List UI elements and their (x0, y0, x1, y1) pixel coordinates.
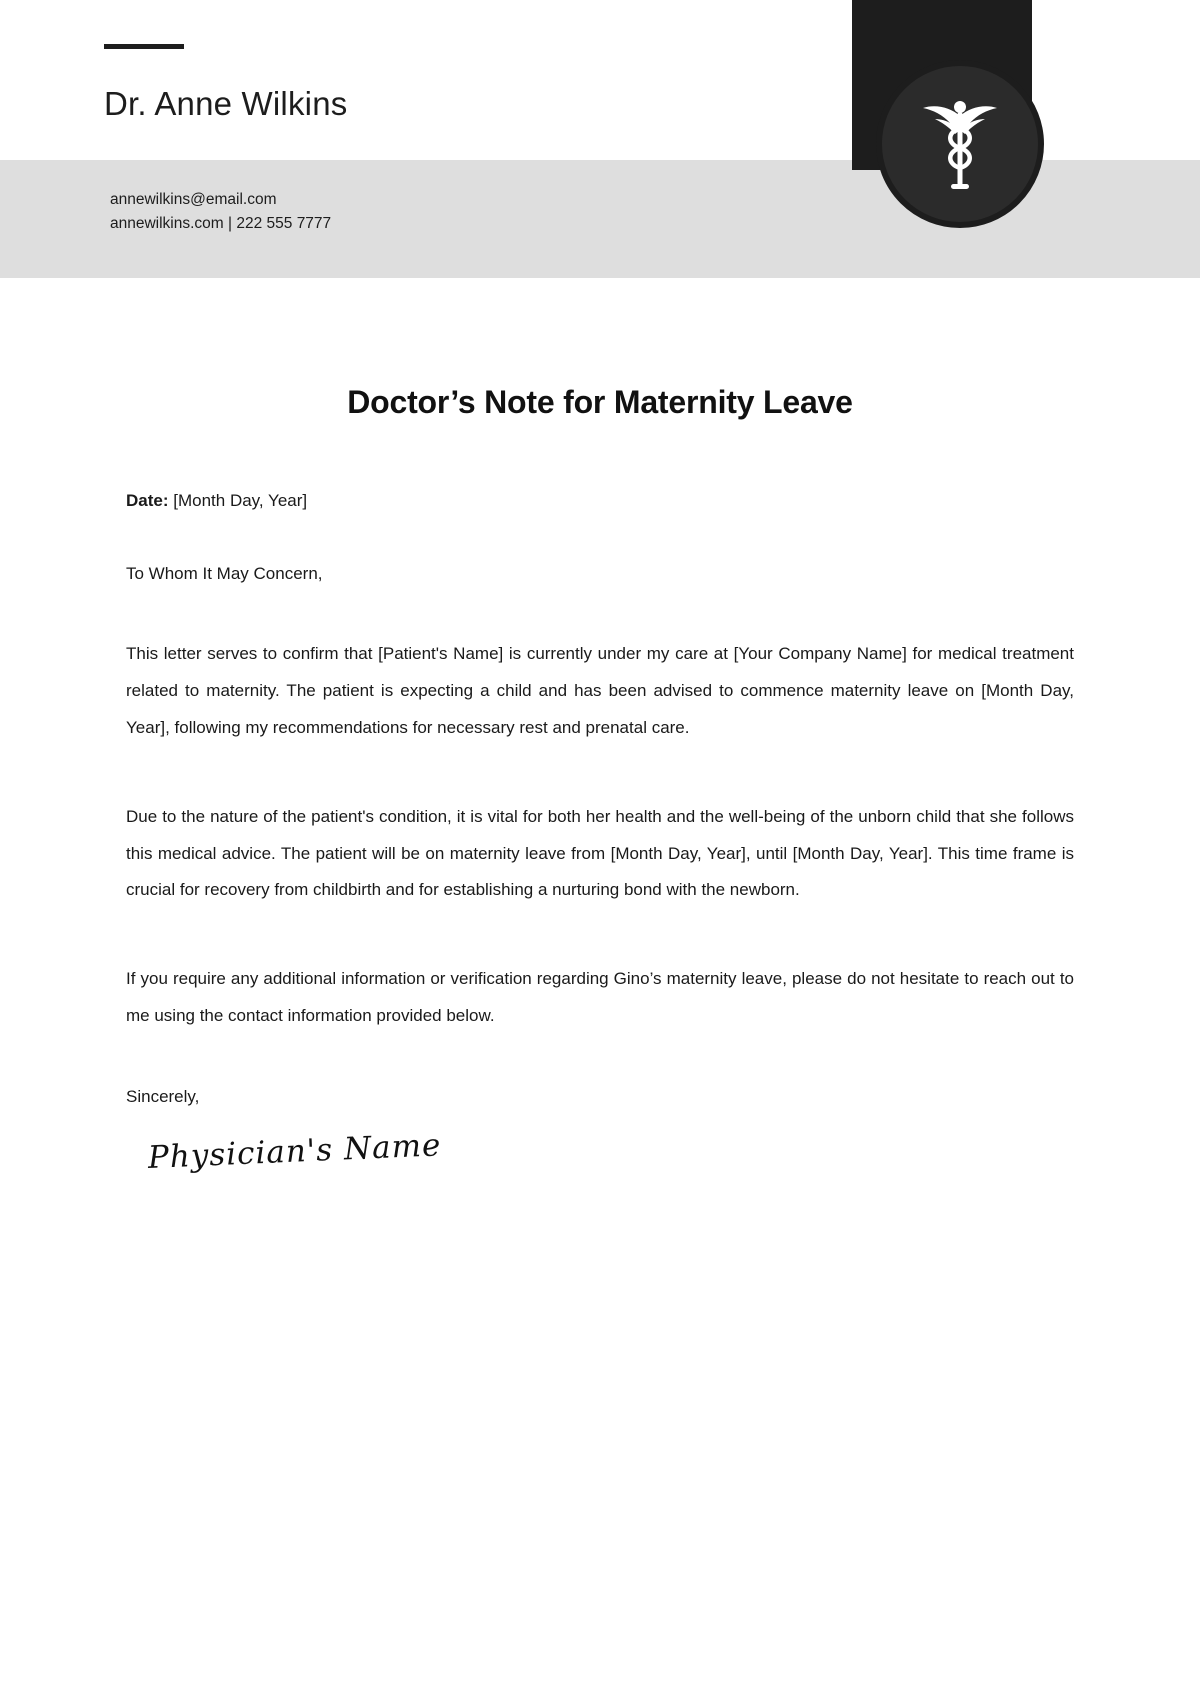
date-label: Date: (126, 491, 169, 510)
salutation: To Whom It May Concern, (126, 564, 323, 583)
paragraph-3: If you require any additional information or verification regarding Gino’s maternity leave, please do not hesitate to reach out to me using the contact information provided below. (126, 969, 1074, 1026)
closing: Sincerely, (126, 1087, 200, 1106)
page-title: Doctor’s Note for Maternity Leave (347, 384, 853, 420)
letterhead-header (0, 0, 1200, 160)
date-value: [Month Day, Year] (173, 491, 308, 510)
doctor-name: Dr. Anne Wilkins (104, 85, 348, 122)
letter-body (0, 384, 1200, 1177)
date-line (126, 491, 1074, 511)
contact-info (110, 188, 331, 236)
contact-website-phone: annewilkins.com | 222 555 7777 (110, 215, 332, 233)
contact-email: annewilkins@email.com (110, 191, 277, 208)
signature: Physician's Name (147, 1127, 443, 1177)
header-accent-rule (104, 44, 184, 49)
paragraph-1: This letter serves to confirm that [Patient's Name] is currently under my care at [Your Company Name] for medical treatment related to maternity. The patient is expecting a child and has been advised to commence maternity leave on [Month Day, Year], following my recommendations for necessary rest and prenatal care. (126, 644, 1074, 737)
paragraph-2: Due to the nature of the patient's condition, it is vital for both her health and the well-being of the unborn child that she follows this medical advice. The patient will be on maternity leave from [Month Day, Year], until [Month Day, Year]. This time frame is crucial for recovery from childbirth and for establishing a nurturing bond with the newborn. (126, 806, 1074, 900)
caduceus-icon (917, 94, 1003, 194)
caduceus-emblem (876, 60, 1044, 228)
